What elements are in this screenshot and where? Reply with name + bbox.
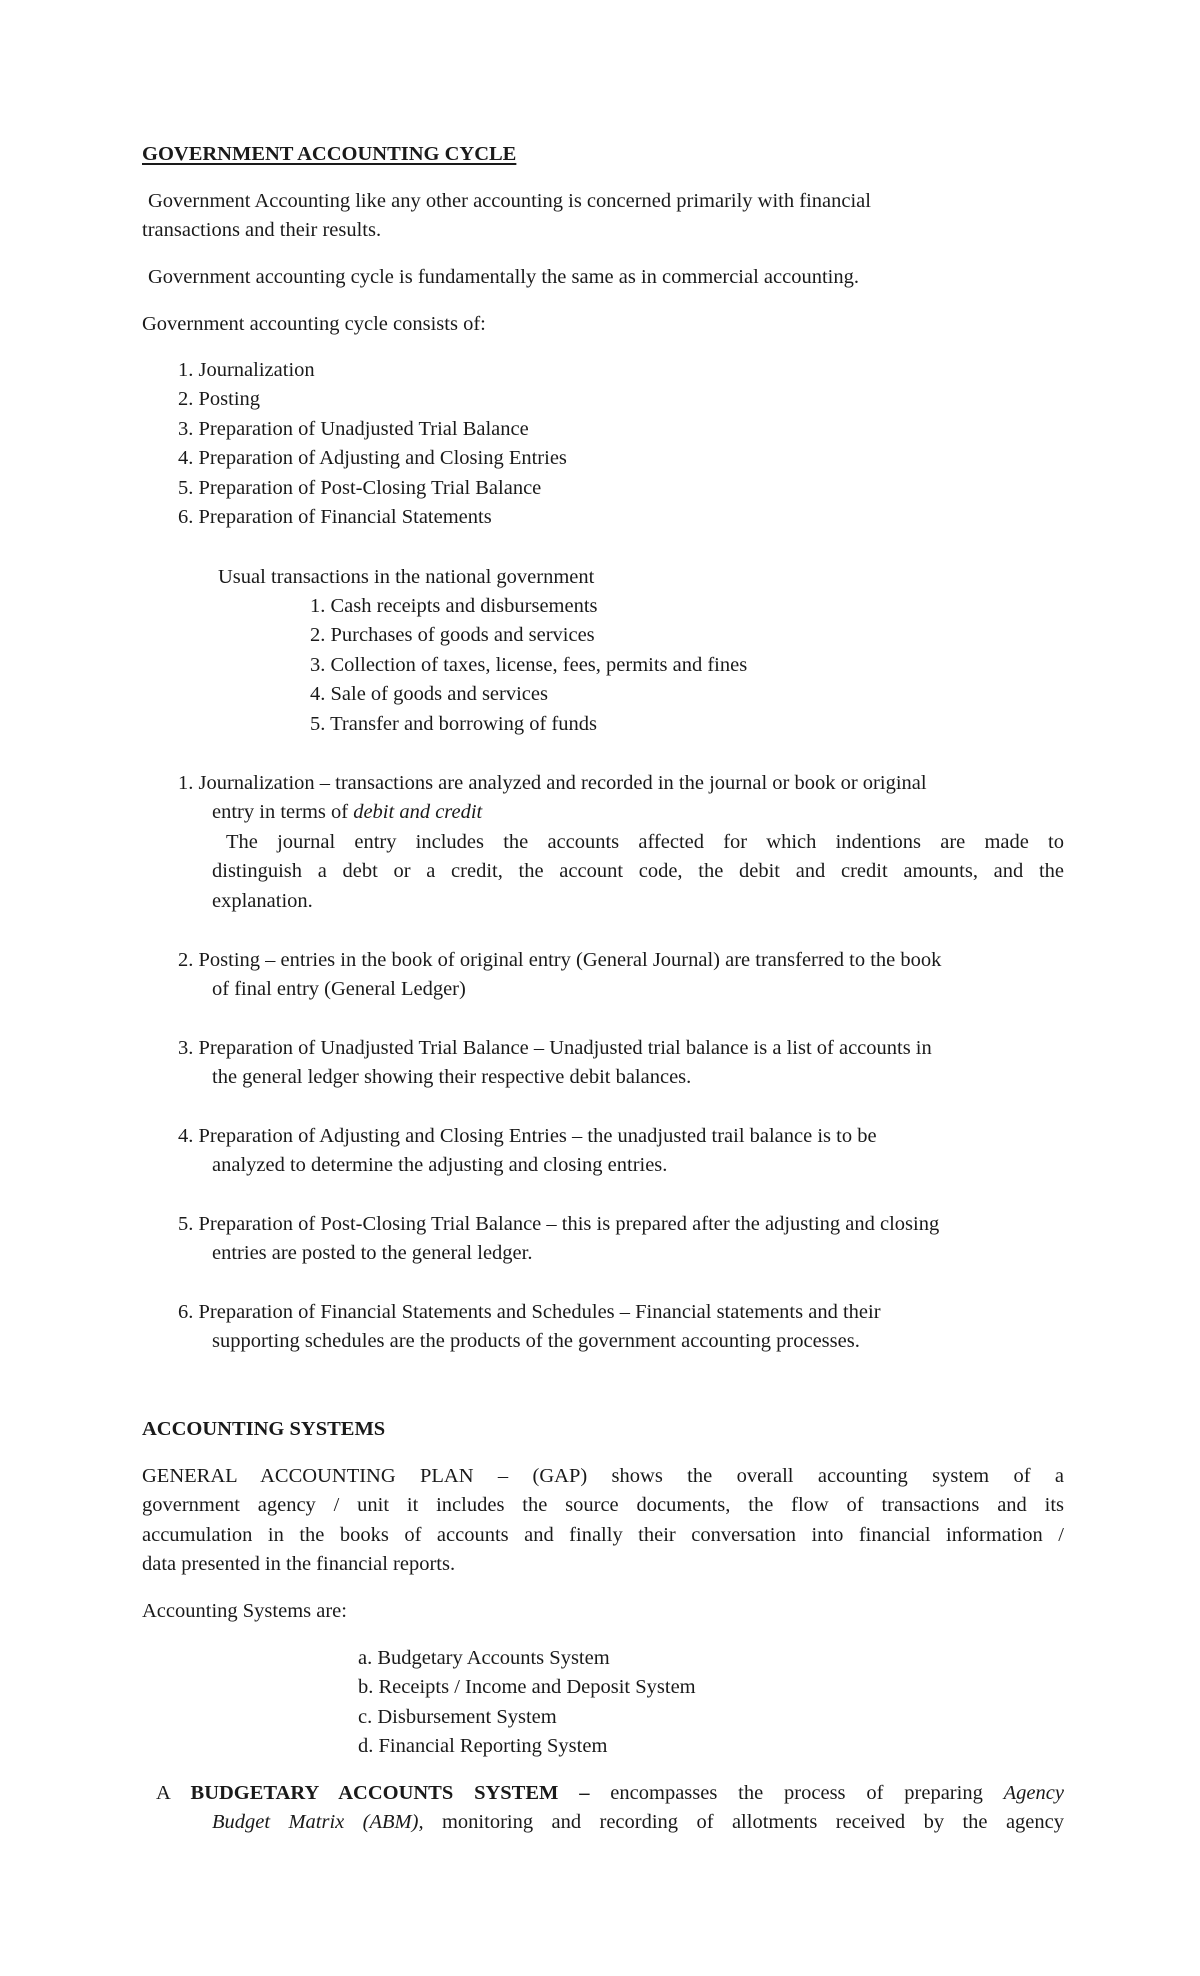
cycle-step: 2. Posting bbox=[178, 388, 261, 410]
intro-paragraph-line: transactions and their results. bbox=[142, 219, 382, 241]
system-item: b. Receipts / Income and Deposit System bbox=[358, 1676, 696, 1698]
emphasis-text: Budget Matrix (ABM), bbox=[212, 1811, 424, 1833]
step-description-line: of final entry (General Ledger) bbox=[212, 978, 466, 1000]
gap-paragraph-line: GENERAL ACCOUNTING PLAN – (GAP) shows the overall accounting system of a bbox=[142, 1465, 1064, 1487]
step-description-line: 5. Preparation of Post-Closing Trial Balance – this is prepared after the adjusting and closing bbox=[178, 1213, 940, 1235]
system-item: d. Financial Reporting System bbox=[358, 1735, 608, 1757]
section-heading: ACCOUNTING SYSTEMS bbox=[142, 1418, 386, 1440]
cycle-step: 3. Preparation of Unadjusted Trial Balance bbox=[178, 418, 529, 440]
transaction-item: 3. Collection of taxes, license, fees, permits and fines bbox=[310, 654, 748, 676]
step-description-text: entry in terms of bbox=[212, 801, 354, 823]
budgetary-system-paragraph-line bbox=[212, 1809, 1064, 1835]
bold-term: BUDGETARY ACCOUNTS SYSTEM – bbox=[190, 1782, 590, 1804]
step-description-line: analyzed to determine the adjusting and closing entries. bbox=[212, 1154, 668, 1176]
cycle-intro: Government accounting cycle consists of: bbox=[142, 313, 486, 335]
transaction-item: 1. Cash receipts and disbursements bbox=[310, 595, 598, 617]
step-description-line: The journal entry includes the accounts affected for which indentions are made to bbox=[226, 831, 1064, 853]
step-description-line: distinguish a debt or a credit, the account code, the debit and credit amounts, and the bbox=[212, 860, 1064, 882]
step-description-line: 6. Preparation of Financial Statements and Schedules – Financial statements and their bbox=[178, 1301, 881, 1323]
transaction-item: 2. Purchases of goods and services bbox=[310, 624, 595, 646]
gap-paragraph-line: data presented in the financial reports. bbox=[142, 1553, 456, 1575]
systems-intro: Accounting Systems are: bbox=[142, 1600, 347, 1622]
paragraph-text: A bbox=[156, 1782, 191, 1804]
system-item: c. Disbursement System bbox=[358, 1706, 557, 1728]
cycle-step: 6. Preparation of Financial Statements bbox=[178, 506, 492, 528]
cycle-step: 4. Preparation of Adjusting and Closing Entries bbox=[178, 447, 567, 469]
transaction-item: 5. Transfer and borrowing of funds bbox=[310, 713, 597, 735]
transactions-heading: Usual transactions in the national government bbox=[218, 566, 595, 588]
step-description-line: 4. Preparation of Adjusting and Closing Entries – the unadjusted trail balance is to be bbox=[178, 1125, 877, 1147]
page-title: GOVERNMENT ACCOUNTING CYCLE bbox=[142, 143, 517, 165]
budgetary-system-paragraph-line bbox=[156, 1780, 1064, 1806]
intro-paragraph-line: Government Accounting like any other accounting is concerned primarily with financial bbox=[148, 190, 871, 212]
step-description-line: the general ledger showing their respective debit balances. bbox=[212, 1066, 692, 1088]
step-description-line: explanation. bbox=[212, 890, 313, 912]
step-description-line: 2. Posting – entries in the book of original entry (General Journal) are transferred to the book bbox=[178, 949, 942, 971]
step-description-line bbox=[212, 799, 482, 825]
step-description-line: supporting schedules are the products of the government accounting processes. bbox=[212, 1330, 860, 1352]
step-description-line: 3. Preparation of Unadjusted Trial Balance – Unadjusted trial balance is a list of accounts in bbox=[178, 1037, 932, 1059]
cycle-step: 5. Preparation of Post-Closing Trial Balance bbox=[178, 477, 542, 499]
system-item: a. Budgetary Accounts System bbox=[358, 1647, 610, 1669]
emphasis-text: Agency bbox=[1003, 1782, 1064, 1804]
step-description-line: entries are posted to the general ledger. bbox=[212, 1242, 533, 1264]
gap-paragraph-line: accumulation in the books of accounts and finally their conversation into financial information / bbox=[142, 1524, 1064, 1546]
paragraph-text: encompasses the process of preparing bbox=[589, 1782, 1004, 1804]
gap-paragraph-line: government agency / unit it includes the source documents, the flow of transactions and its bbox=[142, 1494, 1064, 1516]
transaction-item: 4. Sale of goods and services bbox=[310, 683, 548, 705]
emphasis-text: debit and credit bbox=[353, 801, 483, 823]
paragraph-text: monitoring and recording of allotments received by the agency bbox=[423, 1811, 1064, 1833]
cycle-step: 1. Journalization bbox=[178, 359, 315, 381]
step-description-line: 1. Journalization – transactions are analyzed and recorded in the journal or book or original bbox=[178, 772, 927, 794]
intro-paragraph: Government accounting cycle is fundamentally the same as in commercial accounting. bbox=[148, 266, 859, 288]
